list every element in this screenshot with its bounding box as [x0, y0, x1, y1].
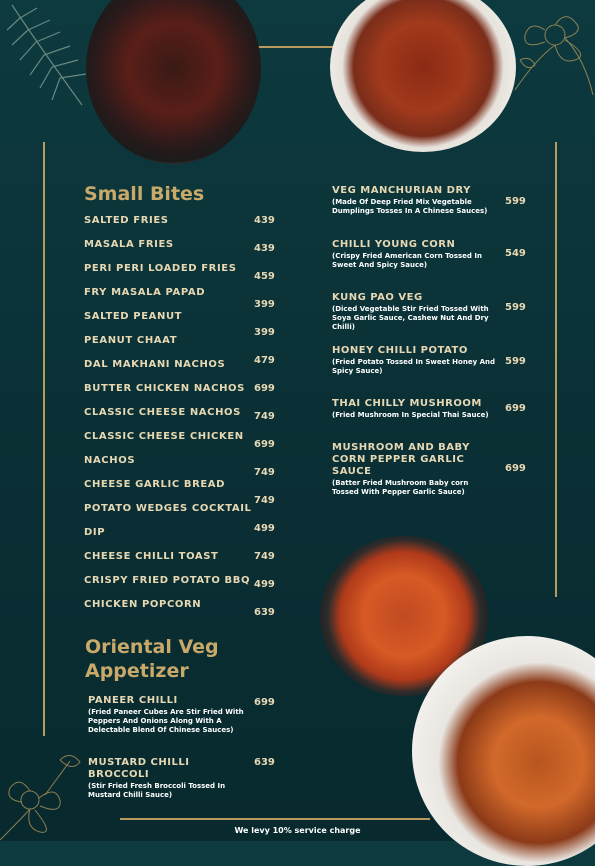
menu-item-name: MUSTARD CHILLI BROCCOLI	[88, 757, 190, 780]
menu-item	[332, 442, 482, 497]
menu-item-price: 439	[254, 215, 275, 226]
menu-item-description: (Batter Fried Mushroom Baby corn Tossed With Pepper Garlic Sauce)	[332, 479, 469, 496]
food-dish-image	[330, 0, 516, 152]
menu-item-name: SALTED PEANUT	[84, 311, 183, 322]
bottom-divider	[120, 818, 430, 820]
footer-note: We levy 10% service charge	[234, 826, 361, 835]
menu-item-price: 439	[254, 243, 275, 254]
menu-item-price: 599	[505, 196, 526, 207]
menu-item-name: THAI CHILLY MUSHROOM	[332, 398, 482, 409]
menu-item-price: 639	[254, 607, 275, 618]
menu-item	[332, 345, 502, 376]
menu-item-price: 599	[505, 356, 526, 367]
menu-item-price: 749	[254, 495, 275, 506]
menu-item-name: MUSHROOM AND BABY CORN PEPPER GARLIC SAUCE	[332, 442, 470, 477]
menu-item	[88, 757, 248, 800]
menu-item-description: (Crispy Fried American Corn Tossed In Sweet And Spicy Sauce)	[332, 252, 482, 269]
menu-item-price: 699	[254, 697, 275, 708]
menu-item-price: 699	[505, 463, 526, 474]
frame-left-line	[43, 142, 45, 736]
food-dish-image	[86, 0, 261, 164]
menu-item	[332, 239, 502, 270]
flower-outline-icon	[505, 0, 595, 100]
menu-item-name: CHICKEN POPCORN	[84, 599, 202, 610]
menu-item-name: CLASSIC CHEESE NACHOS	[84, 407, 241, 418]
menu-item-price: 749	[254, 411, 275, 422]
menu-item-price: 699	[505, 403, 526, 414]
menu-item-name: MASALA FRIES	[84, 239, 174, 250]
menu-item-price: 639	[254, 757, 275, 768]
menu-item-price: 699	[254, 383, 275, 394]
menu-item-name: DAL MAKHANI NACHOS	[84, 359, 226, 370]
menu-item	[332, 185, 502, 216]
menu-item	[332, 398, 502, 420]
menu-item-price: 399	[254, 299, 275, 310]
menu-item-price: 499	[254, 523, 275, 534]
menu-item-name: DIP	[84, 527, 106, 538]
section-title-small-bites: Small Bites	[84, 183, 205, 205]
menu-item-name: KUNG PAO VEG	[332, 292, 423, 303]
menu-item-name: CLASSIC CHEESE CHICKEN	[84, 431, 244, 442]
menu-item-price: 599	[505, 302, 526, 313]
menu-item-name: CRISPY FRIED POTATO BBQ	[84, 575, 251, 586]
menu-item-price: 749	[254, 467, 275, 478]
menu-item-name: SALTED FRIES	[84, 215, 169, 226]
top-divider	[258, 46, 336, 48]
menu-item-name: VEG MANCHURIAN DRY	[332, 185, 471, 196]
menu-item-name: FRY MASALA PAPAD	[84, 287, 206, 298]
menu-item-name: PANEER CHILLI	[88, 695, 178, 706]
menu-item-name: PERI PERI LOADED FRIES	[84, 263, 237, 274]
palm-leaf-icon	[2, 0, 92, 110]
menu-item-description: (Fried Potato Tossed In Sweet Honey And Spicy Sauce)	[332, 358, 495, 375]
menu-item-description: (Fried Paneer Cubes Are Stir Fried With Peppers And Onions Along With A Delectable Blend Of Chinese Sauces)	[88, 708, 244, 734]
menu-item	[88, 695, 248, 735]
menu-item-name: HONEY CHILLI POTATO	[332, 345, 468, 356]
menu-item-name: BUTTER CHICKEN NACHOS	[84, 383, 245, 394]
menu-item-name: CHILLI YOUNG CORN	[332, 239, 456, 250]
menu-item-name: NACHOS	[84, 455, 136, 466]
section-title-oriental-veg-appetizer: Oriental Veg Appetizer	[85, 636, 219, 682]
menu-item-description: (Fried Mushroom In Special Thai Sauce)	[332, 411, 489, 419]
menu-item-price: 459	[254, 271, 275, 282]
menu-item-price: 499	[254, 579, 275, 590]
menu-item-price: 479	[254, 355, 275, 366]
menu-item-description: (Diced Vegetable Stir Fried Tossed With Soya Garlic Sauce, Cashew Nut And Dry Chilli)	[332, 305, 489, 331]
menu-item-name: POTATO WEDGES COCKTAIL	[84, 503, 252, 514]
frame-right-line	[555, 142, 557, 597]
menu-item-name: CHEESE CHILLI TOAST	[84, 551, 219, 562]
menu-item-description: (Made Of Deep Fried Mix Vegetable Dumplings Tosses In A Chinese Sauces)	[332, 198, 488, 215]
menu-item-price: 399	[254, 327, 275, 338]
menu-item-name: PEANUT CHAAT	[84, 335, 178, 346]
menu-item-price: 699	[254, 439, 275, 450]
menu-item-price: 749	[254, 551, 275, 562]
menu-item-name: CHEESE GARLIC BREAD	[84, 479, 226, 490]
menu-item-price: 549	[505, 248, 526, 259]
menu-item	[332, 292, 502, 332]
menu-item-description: (Stir Fried Fresh Broccoli Tossed In Mustard Chilli Sauce)	[88, 782, 226, 799]
